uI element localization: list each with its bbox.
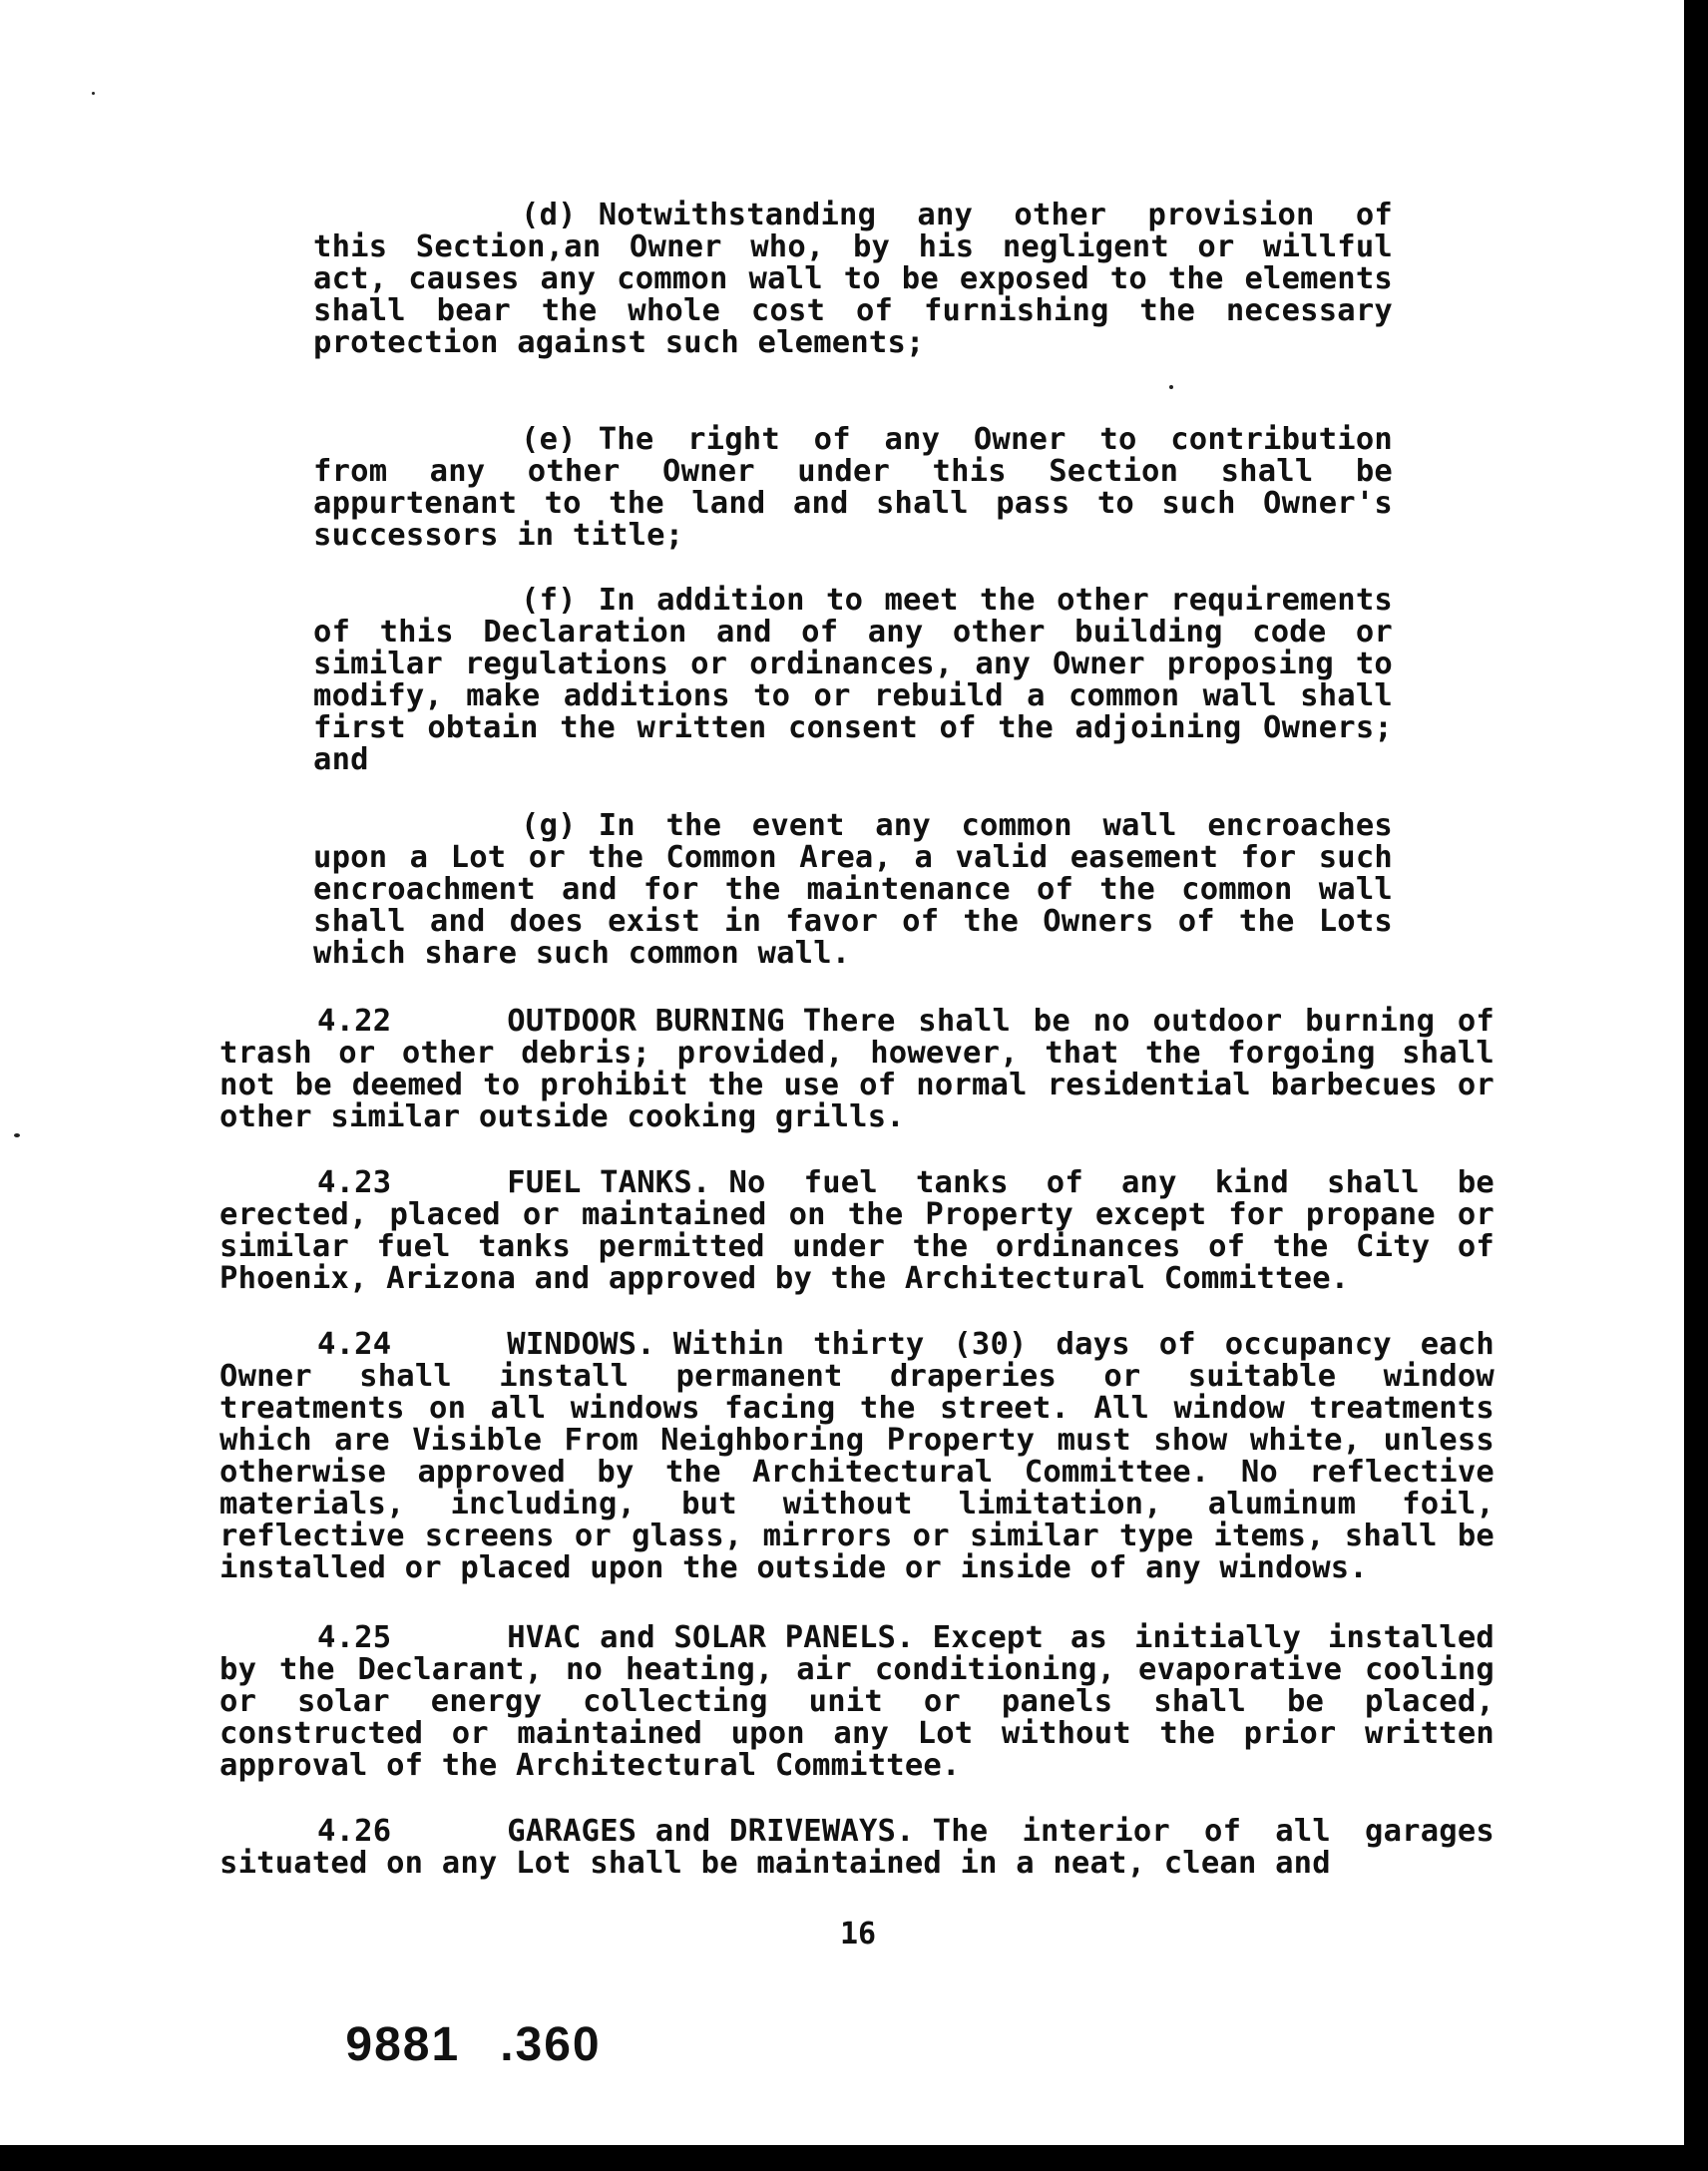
section-text: There shall be no outdoor burning of trash or other debris; provided, however, that the forgoing shall not be deemed to prohibit the use of normal residential barbecues or other similar outside cooking grills. xyxy=(219,1004,1494,1134)
paragraph-marker: (e) xyxy=(521,422,577,457)
page-number: 16 xyxy=(839,1917,877,1952)
paragraph-text: The right of any Owner to contribution from any other Owner under this Section shall be appurtenant to the land and shall pass to such Owner's successors in title; xyxy=(313,422,1393,553)
section-heading: OUTDOOR BURNING xyxy=(507,1004,785,1039)
paragraph-d xyxy=(313,200,1393,359)
section-body xyxy=(219,1622,1494,1782)
section-text: The interior of all garages situated on any Lot shall be maintained in a neat, clean and xyxy=(219,1814,1494,1881)
recording-stamp-right: .360 xyxy=(500,2018,602,2071)
section-number: 4.26 xyxy=(317,1814,392,1849)
section-body xyxy=(219,1167,1494,1295)
paragraph-f-body xyxy=(313,585,1393,776)
section-4-22 xyxy=(219,1006,1494,1133)
section-number: 4.23 xyxy=(317,1165,392,1200)
paragraph-d-body xyxy=(313,200,1393,359)
section-4-26 xyxy=(219,1816,1494,1880)
section-4-23 xyxy=(219,1167,1494,1295)
paragraph-f xyxy=(313,585,1393,776)
section-heading: FUEL TANKS. xyxy=(507,1165,711,1200)
section-heading: GARAGES and DRIVEWAYS. xyxy=(507,1814,915,1849)
section-body xyxy=(219,1006,1494,1133)
paragraph-e-body xyxy=(313,424,1393,552)
section-heading: WINDOWS. xyxy=(507,1327,655,1362)
section-body xyxy=(219,1816,1494,1880)
section-4-25 xyxy=(219,1622,1494,1782)
paragraph-marker: (d) xyxy=(521,198,577,232)
paragraph-marker: (g) xyxy=(521,808,577,843)
scan-border-bottom xyxy=(0,2145,1708,2171)
section-number: 4.22 xyxy=(317,1004,392,1039)
section-number: 4.25 xyxy=(317,1620,392,1655)
paragraph-g-body xyxy=(313,810,1393,970)
scan-speck xyxy=(92,92,95,95)
paragraph-g xyxy=(313,810,1393,970)
recording-stamp xyxy=(305,2017,602,2073)
paragraph-text: Notwithstanding any other provision of this Section,an Owner who, by his negligent or willful act, causes any common wall to be exposed to the elements shall bear the whole cost of furnishing the necessary protection against such elements; xyxy=(313,198,1393,360)
section-text: No fuel tanks of any kind shall be erected, placed or maintained on the Property except for propane or similar fuel tanks permitted under the ordinances of the City of Phoenix, Arizona and approved by the Architectural Committee. xyxy=(219,1165,1494,1296)
section-body xyxy=(219,1329,1494,1584)
paragraph-e xyxy=(313,424,1393,552)
paragraph-text: In the event any common wall encroaches upon a Lot or the Common Area, a valid easement for such encroachment and for the maintenance of the common wall shall and does exist in favor of the Owners of the Lots which share such common wall. xyxy=(313,808,1393,971)
paragraph-marker: (f) xyxy=(521,583,577,618)
section-text: Within thirty (30) days of occupancy each Owner shall install permanent draperies or suitable window treatments on all windows facing the street. All window treatments which are Visible From Neighboring Property must show white, unless otherwise approved by the Architectural Committee. No reflective materials, including, but without limitation, aluminum foil, reflective screens or glass, mirrors or similar type items, shall be installed or placed upon the outside or inside of any windows. xyxy=(219,1327,1494,1585)
section-heading: HVAC and SOLAR PANELS. xyxy=(507,1620,915,1655)
section-number: 4.24 xyxy=(317,1327,392,1362)
section-4-24 xyxy=(219,1329,1494,1584)
scan-speck xyxy=(1169,385,1173,389)
recording-stamp-left: 9881 xyxy=(305,2018,461,2071)
scan-speck xyxy=(14,1133,20,1137)
paragraph-text: In addition to meet the other requirements of this Declaration and of any other building code or similar regulations or ordinances, any Owner proposing to modify, make additions to or rebuild a common wall shall first obtain the written consent of the adjoining Owners; and xyxy=(313,583,1393,777)
section-text: Except as initially installed by the Declarant, no heating, air conditioning, evaporative cooling or solar energy collecting unit or panels shall be placed, constructed or maintained upon any Lot without the prior written approval of the Architectural Committee. xyxy=(219,1620,1494,1783)
scan-border-right xyxy=(1684,0,1708,2171)
